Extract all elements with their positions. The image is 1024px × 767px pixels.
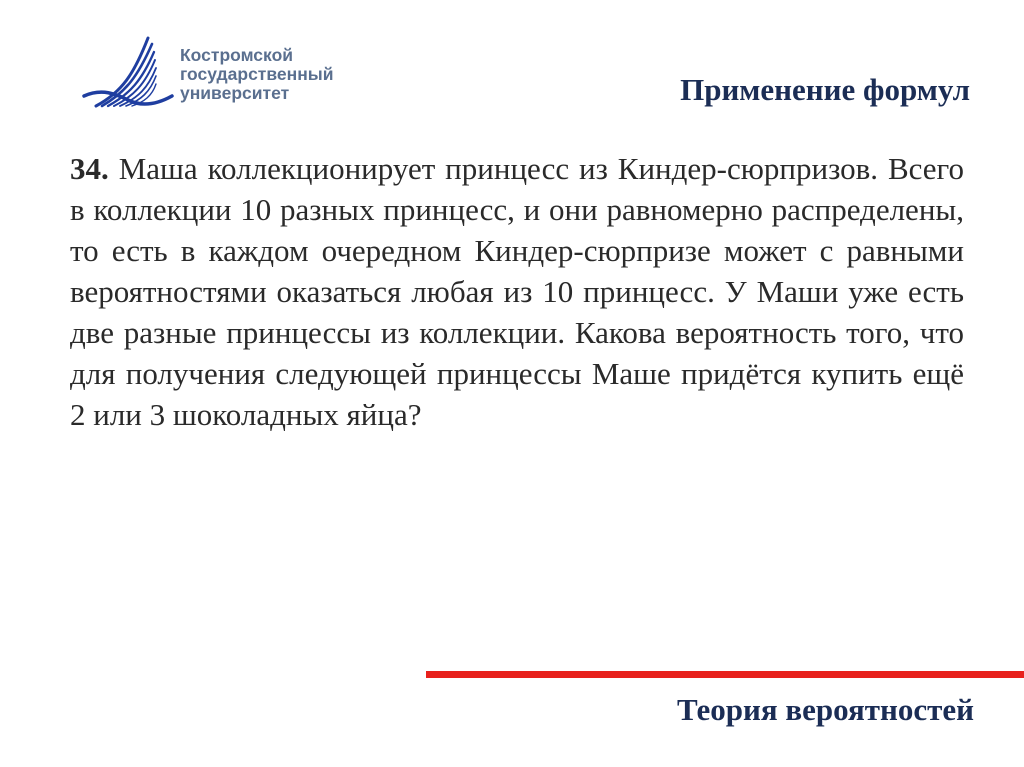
university-logo (82, 34, 342, 114)
university-name-line3: университет (180, 83, 290, 103)
slide-title: Применение формул (680, 72, 970, 107)
problem-text: Маша коллекционирует принцесс из Киндер-сюрпризов. Всего в коллекции 10 разных принцесс, и они равномерно распределены, то есть в каждом очередном Киндер-сюрпризе может с равными вероятностями оказаться любая из 10 принцесс. У Маши уже есть две разные принцессы из коллекции. Какова вероятность того, что для получения следующей принцессы Маше придётся купить ещё 2 или 3 шоколадных яйца? (70, 151, 964, 432)
university-emblem-icon (82, 34, 178, 114)
university-name-line2: государственный (180, 64, 334, 84)
university-name-line1: Костромской (180, 45, 294, 65)
problem-number: 34. (70, 151, 109, 186)
footer-divider (426, 671, 1024, 678)
problem-statement (70, 148, 964, 435)
footer-subject: Теория вероятностей (677, 692, 974, 727)
university-name (180, 46, 333, 103)
